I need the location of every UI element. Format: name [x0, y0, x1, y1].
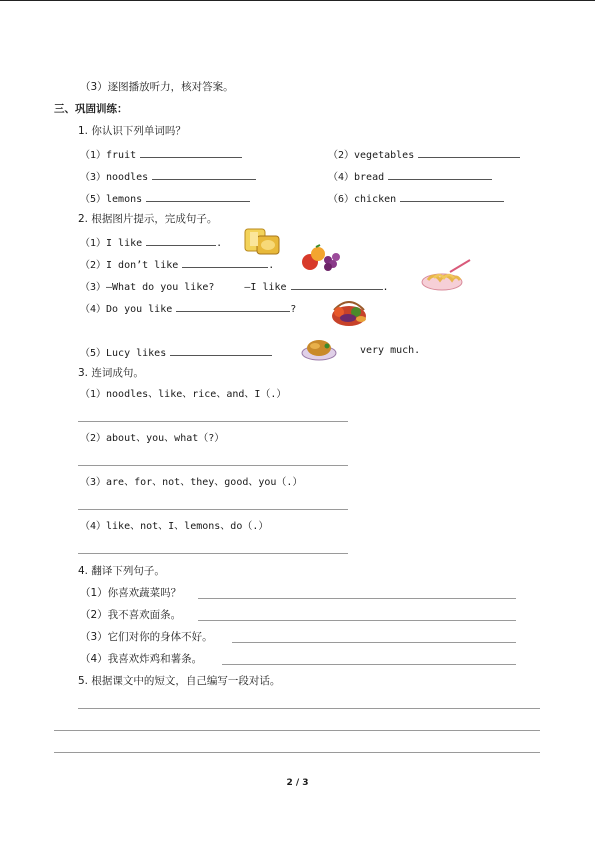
q2-sentence-1: （1）I like . — [80, 234, 222, 251]
answer-blank[interactable] — [400, 190, 504, 202]
q3-item-4: （4）like、not、I、lemons、do（.） — [80, 521, 269, 532]
q2-sentence-2: （2）I don’t like . — [80, 256, 274, 273]
q2-sentence-5: （5）Lucy likes — [80, 344, 272, 361]
answer-blank[interactable] — [152, 168, 256, 180]
q3-item-1: （1）noodles、like、rice、and、I（.） — [80, 389, 287, 400]
page-number: 2 / 3 — [286, 778, 309, 788]
q1-item-6: （6）chicken — [328, 190, 504, 207]
q1-item-5: （5）lemons — [80, 190, 250, 207]
q4-title: 4. 翻译下列句子。 — [78, 565, 165, 577]
q5-title: 5. 根据课文中的短文，自己编写一段对话。 — [78, 675, 281, 687]
answer-line[interactable] — [78, 465, 348, 466]
q3-title: 3. 连词成句。 — [78, 367, 144, 379]
answer-line[interactable] — [78, 708, 540, 709]
q3-item-2: （2）about、you、what（?） — [80, 433, 225, 444]
q2-sentence-5-end: very much. — [360, 345, 421, 356]
answer-line[interactable] — [78, 553, 348, 554]
answer-line[interactable] — [54, 730, 540, 731]
intro-step: （3）逐图播放听力，核对答案。 — [80, 81, 234, 93]
answer-blank[interactable] — [140, 146, 242, 158]
q4-item-4: （4）我喜欢炸鸡和薯条。 — [80, 653, 203, 665]
section-title: 三、巩固训练： — [54, 103, 128, 115]
chicken-image — [300, 334, 338, 362]
answer-line[interactable] — [198, 620, 516, 621]
vegetables-image — [328, 294, 370, 328]
q4-item-2: （2）我不喜欢面条。 — [80, 609, 182, 621]
answer-line[interactable] — [198, 598, 516, 599]
q1-title: 1. 你认识下列单词吗？ — [78, 125, 186, 137]
answer-line[interactable] — [54, 752, 540, 753]
q1-item-3: （3）noodles — [80, 168, 256, 185]
q1-item-2: （2）vegetables — [328, 146, 520, 163]
answer-line[interactable] — [222, 664, 516, 665]
answer-line[interactable] — [232, 642, 516, 643]
page-top-border — [0, 0, 595, 1]
q4-item-3: （3）它们对你的身体不好。 — [80, 631, 213, 643]
q3-item-3: （3）are、for、not、they、good、you（.） — [80, 477, 303, 488]
answer-blank[interactable] — [146, 190, 250, 202]
answer-blank[interactable] — [388, 168, 492, 180]
bread-image — [242, 226, 282, 258]
q2-sentence-3: （3）—What do you like? —I like . — [80, 278, 389, 295]
noodles-image — [420, 258, 474, 292]
answer-line[interactable] — [78, 509, 348, 510]
answer-blank[interactable] — [291, 278, 383, 290]
q1-item-4: （4）bread — [328, 168, 492, 185]
fruit-image — [300, 244, 344, 274]
q1-item-1: （1）fruit — [80, 146, 242, 163]
answer-line[interactable] — [78, 421, 348, 422]
answer-blank[interactable] — [170, 344, 272, 356]
q2-sentence-4: （4）Do you like ? — [80, 300, 296, 317]
answer-blank[interactable] — [176, 300, 290, 312]
answer-blank[interactable] — [146, 234, 216, 246]
q2-title: 2. 根据图片提示，完成句子。 — [78, 213, 218, 225]
q4-item-1: （1）你喜欢蔬菜吗？ — [80, 587, 182, 599]
answer-blank[interactable] — [418, 146, 520, 158]
